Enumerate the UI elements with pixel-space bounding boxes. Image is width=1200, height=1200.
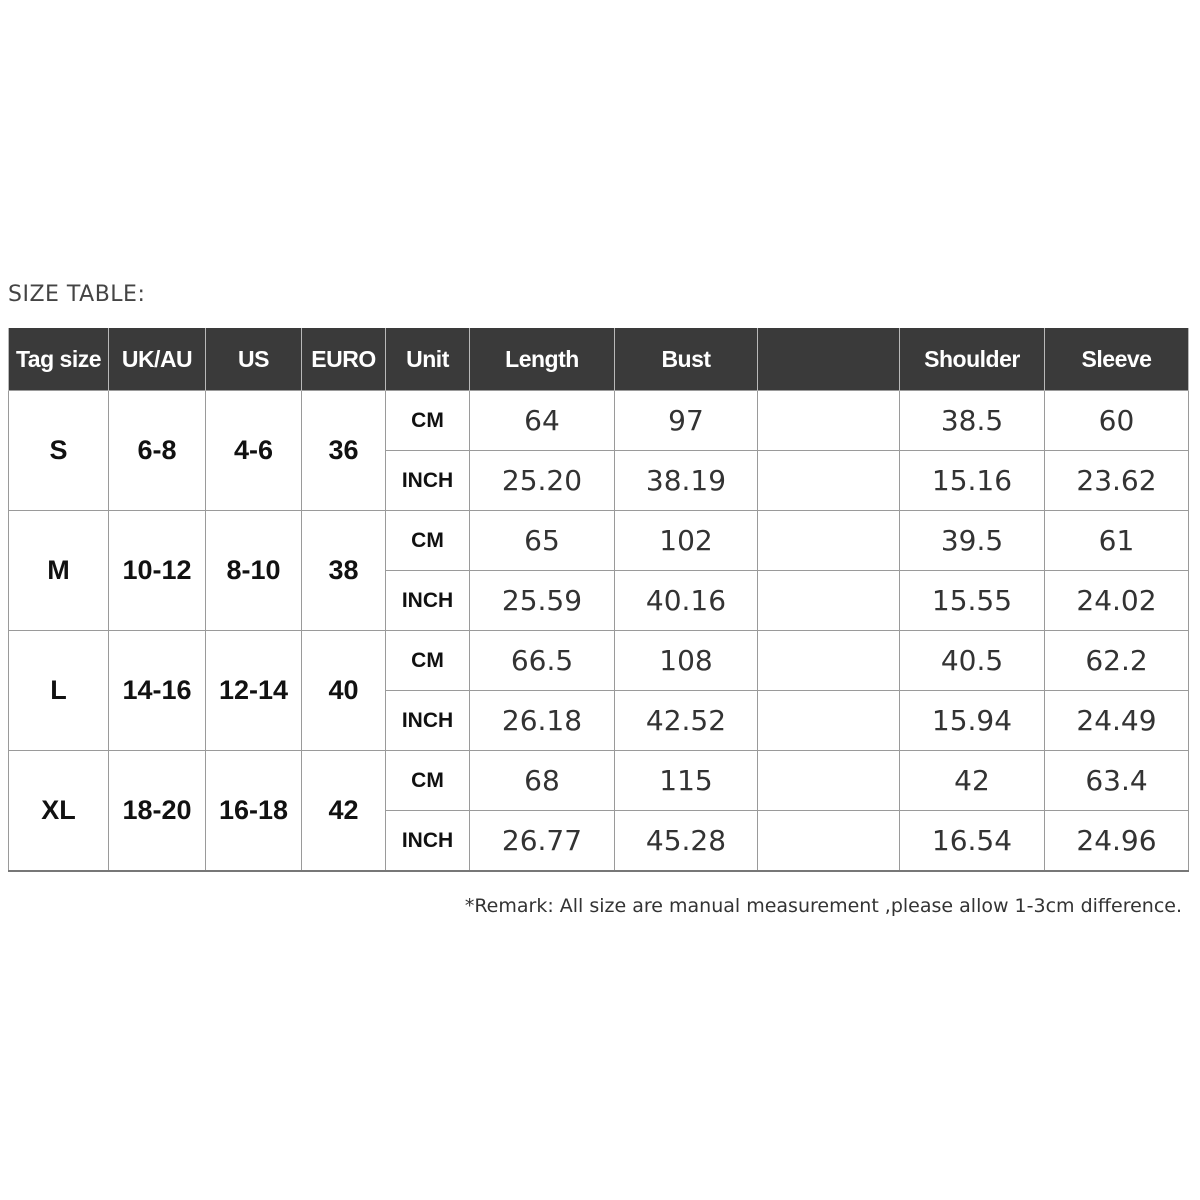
header-row bbox=[9, 328, 1189, 391]
tag-size-cell: L bbox=[9, 631, 109, 751]
bust-cell: 40.16 bbox=[615, 571, 758, 631]
uk-au-cell: 6-8 bbox=[109, 391, 206, 511]
sleeve-cell: 24.02 bbox=[1045, 571, 1189, 631]
unit-cell: CM bbox=[386, 751, 470, 811]
header-tag-size: Tag size bbox=[9, 328, 109, 391]
length-cell: 66.5 bbox=[470, 631, 615, 691]
shoulder-cell: 42 bbox=[900, 751, 1045, 811]
shoulder-cell: 15.55 bbox=[900, 571, 1045, 631]
sleeve-cell: 63.4 bbox=[1045, 751, 1189, 811]
length-cell: 25.20 bbox=[470, 451, 615, 511]
length-cell: 25.59 bbox=[470, 571, 615, 631]
uk-au-cell: 18-20 bbox=[109, 751, 206, 872]
bust-cell: 115 bbox=[615, 751, 758, 811]
sleeve-cell: 60 bbox=[1045, 391, 1189, 451]
header-unit: Unit bbox=[386, 328, 470, 391]
us-cell: 16-18 bbox=[206, 751, 302, 872]
shoulder-cell: 38.5 bbox=[900, 391, 1045, 451]
euro-cell: 42 bbox=[302, 751, 386, 872]
bust-cell: 97 bbox=[615, 391, 758, 451]
length-cell: 68 bbox=[470, 751, 615, 811]
sleeve-cell: 61 bbox=[1045, 511, 1189, 571]
sleeve-cell: 24.49 bbox=[1045, 691, 1189, 751]
bust-cell: 38.19 bbox=[615, 451, 758, 511]
header-bust: Bust bbox=[615, 328, 758, 391]
remark-note: *Remark: All size are manual measurement ,please allow 1-3cm difference. bbox=[464, 895, 1182, 917]
table-row-m-cm bbox=[9, 511, 1189, 571]
bust-cell: 102 bbox=[615, 511, 758, 571]
header-us: US bbox=[206, 328, 302, 391]
blank-cell bbox=[758, 811, 900, 872]
blank-cell bbox=[758, 691, 900, 751]
unit-cell: CM bbox=[386, 391, 470, 451]
bust-cell: 108 bbox=[615, 631, 758, 691]
size-table-title: SIZE TABLE: bbox=[8, 282, 146, 307]
size-table bbox=[8, 328, 1189, 872]
tag-size-cell: M bbox=[9, 511, 109, 631]
header-uk-au: UK/AU bbox=[109, 328, 206, 391]
bust-cell: 42.52 bbox=[615, 691, 758, 751]
unit-cell: INCH bbox=[386, 451, 470, 511]
shoulder-cell: 16.54 bbox=[900, 811, 1045, 872]
sleeve-cell: 62.2 bbox=[1045, 631, 1189, 691]
blank-cell bbox=[758, 451, 900, 511]
blank-cell bbox=[758, 571, 900, 631]
unit-cell: CM bbox=[386, 511, 470, 571]
length-cell: 65 bbox=[470, 511, 615, 571]
shoulder-cell: 39.5 bbox=[900, 511, 1045, 571]
euro-cell: 38 bbox=[302, 511, 386, 631]
table-row-s-cm bbox=[9, 391, 1189, 451]
header-euro: EURO bbox=[302, 328, 386, 391]
shoulder-cell: 40.5 bbox=[900, 631, 1045, 691]
unit-cell: INCH bbox=[386, 811, 470, 872]
header-shoulder: Shoulder bbox=[900, 328, 1045, 391]
header-length: Length bbox=[470, 328, 615, 391]
blank-cell bbox=[758, 391, 900, 451]
us-cell: 12-14 bbox=[206, 631, 302, 751]
us-cell: 4-6 bbox=[206, 391, 302, 511]
blank-cell bbox=[758, 631, 900, 691]
uk-au-cell: 14-16 bbox=[109, 631, 206, 751]
blank-cell bbox=[758, 511, 900, 571]
shoulder-cell: 15.16 bbox=[900, 451, 1045, 511]
length-cell: 64 bbox=[470, 391, 615, 451]
length-cell: 26.18 bbox=[470, 691, 615, 751]
us-cell: 8-10 bbox=[206, 511, 302, 631]
header-sleeve: Sleeve bbox=[1045, 328, 1189, 391]
unit-cell: INCH bbox=[386, 691, 470, 751]
uk-au-cell: 10-12 bbox=[109, 511, 206, 631]
tag-size-cell: XL bbox=[9, 751, 109, 872]
unit-cell: CM bbox=[386, 631, 470, 691]
shoulder-cell: 15.94 bbox=[900, 691, 1045, 751]
sleeve-cell: 24.96 bbox=[1045, 811, 1189, 872]
length-cell: 26.77 bbox=[470, 811, 615, 872]
blank-cell bbox=[758, 751, 900, 811]
euro-cell: 40 bbox=[302, 631, 386, 751]
table-row-xl-cm bbox=[9, 751, 1189, 811]
tag-size-cell: S bbox=[9, 391, 109, 511]
header-blank bbox=[758, 328, 900, 391]
euro-cell: 36 bbox=[302, 391, 386, 511]
table-row-l-cm bbox=[9, 631, 1189, 691]
bust-cell: 45.28 bbox=[615, 811, 758, 872]
unit-cell: INCH bbox=[386, 571, 470, 631]
sleeve-cell: 23.62 bbox=[1045, 451, 1189, 511]
